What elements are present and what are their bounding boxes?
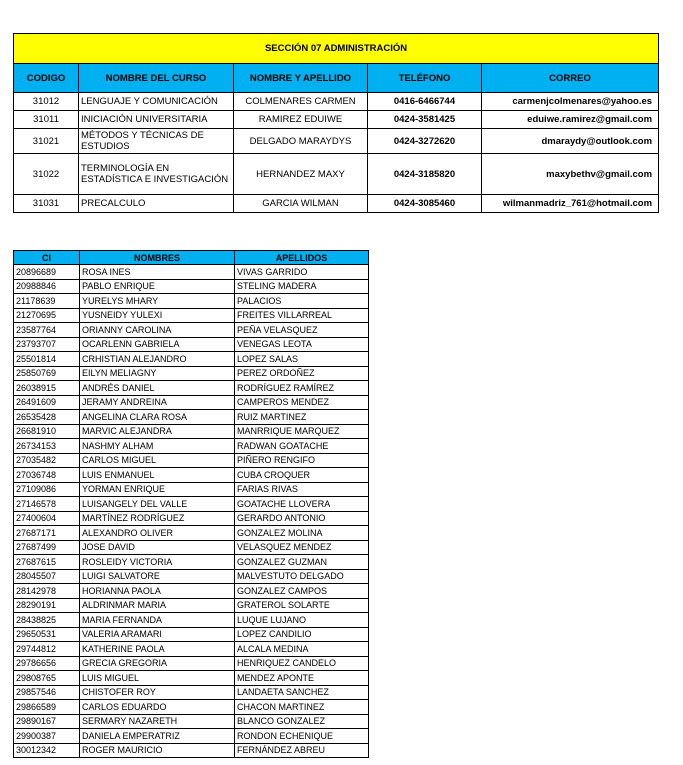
student-last-names: GRATEROL SOLARTE	[235, 598, 369, 613]
student-last-names: RODRÍGUEZ RAMÍREZ	[235, 381, 369, 396]
section-title-row	[14, 34, 659, 64]
student-ci: 29808765	[14, 671, 80, 686]
student-first-names: ROSA INES	[80, 265, 235, 280]
student-row	[14, 497, 369, 512]
student-last-names: RUIZ MARTINEZ	[235, 410, 369, 425]
student-ci: 27109086	[14, 482, 80, 497]
course-code: 31021	[14, 129, 79, 154]
student-last-names: GONZALEZ CAMPOS	[235, 584, 369, 599]
course-code: 31031	[14, 195, 79, 213]
course-code: 31012	[14, 93, 79, 111]
student-last-names: PEÑA VELASQUEZ	[235, 323, 369, 338]
student-row	[14, 627, 369, 642]
header-curso: NOMBRE DEL CURSO	[79, 64, 234, 93]
student-row	[14, 294, 369, 309]
student-row	[14, 439, 369, 454]
student-first-names: ROGER MAURICIO	[80, 743, 235, 758]
teacher-phone: 0424-3085460	[368, 195, 482, 213]
student-row	[14, 395, 369, 410]
student-row	[14, 337, 369, 352]
student-row	[14, 685, 369, 700]
teacher-email: wilmanmadriz_761@hotmail.com	[482, 195, 659, 213]
student-last-names: MALVESTUTO DELGADO	[235, 569, 369, 584]
student-last-names: VIVAS GARRIDO	[235, 265, 369, 280]
student-ci: 26038915	[14, 381, 80, 396]
student-ci: 21178639	[14, 294, 80, 309]
student-first-names: ALDRINMAR MARIA	[80, 598, 235, 613]
student-ci: 25850769	[14, 366, 80, 381]
courses-header-row	[14, 64, 659, 93]
student-last-names: LANDAETA SANCHEZ	[235, 685, 369, 700]
student-last-names: LOPEZ SALAS	[235, 352, 369, 367]
student-first-names: LUISANGELY DEL VALLE	[80, 497, 235, 512]
student-first-names: GRECIA GREGORIA	[80, 656, 235, 671]
header-correo: CORREO	[482, 64, 659, 93]
student-last-names: RADWAN GOATACHE	[235, 439, 369, 454]
course-name: MÉTODOS Y TÉCNICAS DE ESTUDIOS	[79, 129, 234, 154]
student-ci: 28438825	[14, 613, 80, 628]
student-first-names: MARVIC ALEJANDRA	[80, 424, 235, 439]
student-last-names: FREITES VILLARREAL	[235, 308, 369, 323]
student-first-names: LUIGI SALVATORE	[80, 569, 235, 584]
student-last-names: GONZALEZ MOLINA	[235, 526, 369, 541]
student-first-names: OCARLENN GABRIELA	[80, 337, 235, 352]
student-row	[14, 265, 369, 280]
student-ci: 28290191	[14, 598, 80, 613]
course-code: 31011	[14, 111, 79, 129]
student-last-names: VELASQUEZ MENDEZ	[235, 540, 369, 555]
course-name: PRECALCULO	[79, 195, 234, 213]
student-row	[14, 540, 369, 555]
course-name: INICIACIÓN UNIVERSITARIA	[79, 111, 234, 129]
student-first-names: JERAMY ANDREINA	[80, 395, 235, 410]
student-ci: 27146578	[14, 497, 80, 512]
student-row	[14, 279, 369, 294]
student-ci: 28045507	[14, 569, 80, 584]
student-row	[14, 482, 369, 497]
teacher-name: GARCIA WILMAN	[234, 195, 368, 213]
teacher-email: carmenjcolmenares@yahoo.es	[482, 93, 659, 111]
student-first-names: CARLOS EDUARDO	[80, 700, 235, 715]
student-row	[14, 526, 369, 541]
student-ci: 29744812	[14, 642, 80, 657]
student-row	[14, 323, 369, 338]
student-first-names: ALEXANDRO OLIVER	[80, 526, 235, 541]
course-row	[14, 111, 659, 129]
student-last-names: GOATACHE LLOVERA	[235, 497, 369, 512]
student-last-names: LUQUE LUJANO	[235, 613, 369, 628]
student-row	[14, 424, 369, 439]
student-first-names: YORMAN ENRIQUE	[80, 482, 235, 497]
teacher-name: HERNANDEZ MAXY	[234, 154, 368, 195]
student-last-names: CAMPEROS MENDEZ	[235, 395, 369, 410]
teacher-name: RAMIREZ EDUIWE	[234, 111, 368, 129]
student-last-names: PALACIOS	[235, 294, 369, 309]
student-first-names: YUSNEIDY YULEXI	[80, 308, 235, 323]
student-last-names: GERARDO ANTONIO	[235, 511, 369, 526]
course-name: TERMINOLOGÍA EN ESTADÍSTICA E INVESTIGACIÓN	[79, 154, 234, 195]
student-first-names: EILYN MELIAGNY	[80, 366, 235, 381]
student-ci: 27687499	[14, 540, 80, 555]
student-row	[14, 598, 369, 613]
course-row	[14, 93, 659, 111]
student-row	[14, 555, 369, 570]
header-apellidos: APELLIDOS	[235, 251, 369, 265]
student-first-names: LUIS ENMANUEL	[80, 468, 235, 483]
course-name: LENGUAJE Y COMUNICACIÓN	[79, 93, 234, 111]
student-ci: 26535428	[14, 410, 80, 425]
student-last-names: ALCALA MEDINA	[235, 642, 369, 657]
course-row	[14, 195, 659, 213]
student-row	[14, 584, 369, 599]
student-ci: 30012342	[14, 743, 80, 758]
student-last-names: GONZALEZ GUZMAN	[235, 555, 369, 570]
students-header-row	[14, 251, 369, 265]
student-ci: 27687615	[14, 555, 80, 570]
student-ci: 29890167	[14, 714, 80, 729]
student-first-names: SERMARY NAZARETH	[80, 714, 235, 729]
student-first-names: ANDRÉS DANIEL	[80, 381, 235, 396]
student-row	[14, 671, 369, 686]
student-first-names: DANIELA EMPERATRIZ	[80, 729, 235, 744]
student-row	[14, 700, 369, 715]
student-first-names: VALERIA ARAMARI	[80, 627, 235, 642]
student-first-names: NASHMY ALHAM	[80, 439, 235, 454]
teacher-phone: 0424-3185820	[368, 154, 482, 195]
header-nombres: NOMBRES	[80, 251, 235, 265]
student-last-names: PEREZ ORDOÑEZ	[235, 366, 369, 381]
student-last-names: LOPEZ CANDILIO	[235, 627, 369, 642]
student-ci: 23793707	[14, 337, 80, 352]
student-last-names: CHACON MARTINEZ	[235, 700, 369, 715]
student-row	[14, 453, 369, 468]
header-ci: CI	[14, 251, 80, 265]
header-persona: NOMBRE Y APELLIDO	[234, 64, 368, 93]
student-first-names: JOSE DAVID	[80, 540, 235, 555]
student-ci: 27400604	[14, 511, 80, 526]
student-row	[14, 468, 369, 483]
student-ci: 21270695	[14, 308, 80, 323]
student-first-names: CRHISTIAN ALEJANDRO	[80, 352, 235, 367]
student-first-names: YURELYS MHARY	[80, 294, 235, 309]
student-ci: 27035482	[14, 453, 80, 468]
student-row	[14, 410, 369, 425]
student-ci: 26491609	[14, 395, 80, 410]
student-ci: 29786656	[14, 656, 80, 671]
student-last-names: PIÑERO RENGIFO	[235, 453, 369, 468]
teacher-name: DELGADO MARAYDYS	[234, 129, 368, 154]
teacher-email: eduiwe.ramirez@gmail.com	[482, 111, 659, 129]
student-ci: 29866589	[14, 700, 80, 715]
student-last-names: RONDON ECHENIQUE	[235, 729, 369, 744]
student-row	[14, 656, 369, 671]
student-first-names: CHISTOFER ROY	[80, 685, 235, 700]
students-body	[14, 265, 369, 758]
student-last-names: CUBA CROQUER	[235, 468, 369, 483]
student-ci: 20988846	[14, 279, 80, 294]
student-ci: 26681910	[14, 424, 80, 439]
student-first-names: CARLOS MIGUEL	[80, 453, 235, 468]
student-last-names: MANRRIQUE MARQUEZ	[235, 424, 369, 439]
student-ci: 29650531	[14, 627, 80, 642]
course-row	[14, 154, 659, 195]
student-row	[14, 366, 369, 381]
student-row	[14, 308, 369, 323]
student-first-names: ORIANNY CAROLINA	[80, 323, 235, 338]
student-first-names: ANGELINA CLARA ROSA	[80, 410, 235, 425]
student-ci: 25501814	[14, 352, 80, 367]
student-first-names: KATHERINE PAOLA	[80, 642, 235, 657]
student-ci: 29857546	[14, 685, 80, 700]
student-last-names: FARIAS RIVAS	[235, 482, 369, 497]
student-row	[14, 714, 369, 729]
student-first-names: LUIS MIGUEL	[80, 671, 235, 686]
student-row	[14, 642, 369, 657]
header-codigo: CODIGO	[14, 64, 79, 93]
student-row	[14, 569, 369, 584]
student-first-names: PABLO ENRIQUE	[80, 279, 235, 294]
teacher-email: dmaraydy@outlook.com	[482, 129, 659, 154]
section-title: SECCIÓN 07 ADMINISTRACIÓN	[14, 34, 659, 64]
student-ci: 23587764	[14, 323, 80, 338]
student-last-names: BLANCO GONZALEZ	[235, 714, 369, 729]
student-first-names: MARIA FERNANDA	[80, 613, 235, 628]
student-last-names: HENRIQUEZ CANDELO	[235, 656, 369, 671]
course-code: 31022	[14, 154, 79, 195]
teacher-email: maxybethv@gmail.com	[482, 154, 659, 195]
teacher-phone: 0416-6466744	[368, 93, 482, 111]
student-row	[14, 613, 369, 628]
student-ci: 27036748	[14, 468, 80, 483]
student-row	[14, 511, 369, 526]
student-last-names: VENEGAS LEOTA	[235, 337, 369, 352]
student-row	[14, 352, 369, 367]
student-last-names: STELING MADERA	[235, 279, 369, 294]
student-row	[14, 381, 369, 396]
student-ci: 29900387	[14, 729, 80, 744]
teacher-name: COLMENARES CARMEN	[234, 93, 368, 111]
student-ci: 28142978	[14, 584, 80, 599]
student-row	[14, 743, 369, 758]
student-ci: 26734153	[14, 439, 80, 454]
student-first-names: ROSLEIDY VICTORIA	[80, 555, 235, 570]
student-last-names: MENDEZ APONTE	[235, 671, 369, 686]
student-ci: 20896689	[14, 265, 80, 280]
student-ci: 27687171	[14, 526, 80, 541]
student-last-names: FERNÁNDEZ ABREU	[235, 743, 369, 758]
students-table	[13, 250, 369, 758]
teacher-phone: 0424-3272620	[368, 129, 482, 154]
student-row	[14, 729, 369, 744]
course-row	[14, 129, 659, 154]
teacher-phone: 0424-3581425	[368, 111, 482, 129]
student-first-names: HORIANNA PAOLA	[80, 584, 235, 599]
header-telefono: TELÉFONO	[368, 64, 482, 93]
student-first-names: MARTÍNEZ RODRÍGUEZ	[80, 511, 235, 526]
courses-table	[13, 33, 659, 213]
